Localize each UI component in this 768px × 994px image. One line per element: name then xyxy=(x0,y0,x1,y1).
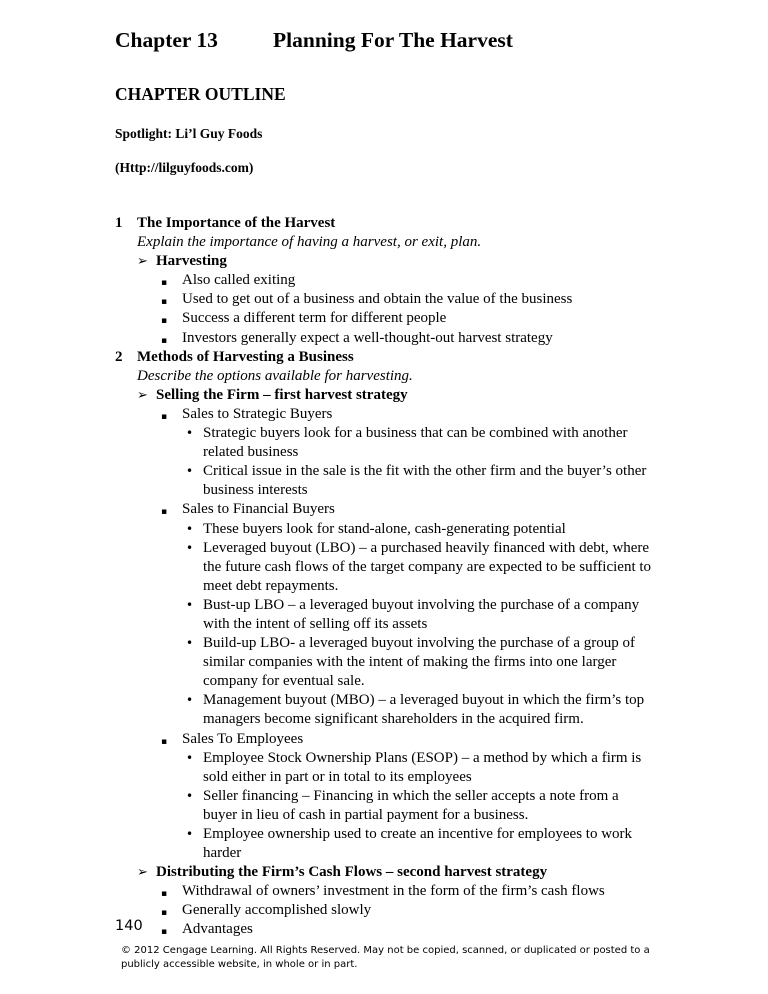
outline-text: with the intent of selling off its assets xyxy=(203,615,428,632)
outline-line xyxy=(0,252,768,271)
bullet-icon: • xyxy=(186,426,194,441)
outline-line xyxy=(0,596,768,615)
outline-line xyxy=(0,844,768,863)
outline-text: Leveraged buyout (LBO) – a purchased heavily financed with debt, where xyxy=(203,539,650,556)
outline-line xyxy=(0,329,768,348)
outline-text: harder xyxy=(203,845,242,862)
outline-line xyxy=(0,710,768,729)
outline-text: the future cash flows of the target company are expected to be sufficient to xyxy=(203,558,652,575)
outline-text: company for eventual sale. xyxy=(203,673,365,690)
outline-line xyxy=(0,481,768,500)
bullet-icon: • xyxy=(186,788,194,803)
chapter-number: Chapter 13 xyxy=(115,28,218,52)
outline-line xyxy=(0,653,768,672)
outline-line xyxy=(0,443,768,462)
outline-text: Selling the Firm – first harvest strategy xyxy=(156,386,408,403)
outline-text: similar companies with the intent of making the firms into one larger xyxy=(203,654,617,671)
outline-text: Build-up LBO- a leveraged buyout involving the purchase of a group of xyxy=(203,635,635,652)
section-number: 1 xyxy=(115,215,123,231)
outline-line xyxy=(0,730,768,749)
outline-text: Seller financing – Financing in which the seller accepts a note from a xyxy=(203,787,619,804)
outline-text: Methods of Harvesting a Business xyxy=(137,348,354,365)
bullet-icon: ▪ xyxy=(161,278,168,289)
outline-text: Explain the importance of having a harvest, or exit, plan. xyxy=(137,234,482,251)
outline-text: meet debt repayments. xyxy=(203,577,339,594)
bullet-icon: ➢ xyxy=(137,254,148,270)
outline-text: Strategic buyers look for a business that can be combined with another xyxy=(203,425,628,442)
chapter-outline xyxy=(0,214,768,940)
outline-heading: CHAPTER OUTLINE xyxy=(115,84,286,104)
outline-text: Generally accomplished slowly xyxy=(182,902,372,919)
outline-line xyxy=(0,634,768,653)
outline-text: Investors generally expect a well-thought-out harvest strategy xyxy=(182,329,553,346)
bullet-icon: • xyxy=(186,464,194,479)
chapter-title: Planning For The Harvest xyxy=(273,28,513,52)
outline-text: Bust-up LBO – a leveraged buyout involving the purchase of a company xyxy=(203,596,640,613)
outline-text: managers become significant shareholders in the acquired firm. xyxy=(203,711,584,728)
bullet-icon: ▪ xyxy=(161,908,168,919)
outline-text: Withdrawal of owners’ investment in the form of the firm’s cash flows xyxy=(182,883,605,900)
bullet-icon: • xyxy=(186,827,194,841)
outline-line xyxy=(0,825,768,844)
outline-text: Distributing the Firm’s Cash Flows – second harvest strategy xyxy=(156,864,548,881)
copyright-footer: © 2012 Cengage Learning. All Rights Reserved. May not be copied, scanned, or duplicated or posted to a publicly accessible website, in whole or in part. xyxy=(121,945,650,970)
outline-line xyxy=(0,787,768,806)
outline-line xyxy=(0,348,768,367)
outline-text: Success a different term for different people xyxy=(182,310,447,327)
bullet-icon: ▪ xyxy=(161,297,168,308)
bullet-icon: ▪ xyxy=(161,335,168,346)
outline-line xyxy=(0,749,768,768)
outline-line xyxy=(0,520,768,539)
outline-line xyxy=(0,290,768,309)
bullet-icon: ▪ xyxy=(161,411,168,422)
bullet-icon: ➢ xyxy=(137,865,148,881)
bullet-icon: • xyxy=(186,693,194,708)
outline-text: Employee ownership used to create an incentive for employees to work xyxy=(203,826,633,842)
bullet-icon: • xyxy=(186,636,194,651)
outline-line xyxy=(0,768,768,787)
outline-text: Harvesting xyxy=(156,253,227,270)
outline-line xyxy=(0,500,768,519)
bullet-icon: • xyxy=(186,750,194,765)
outline-line xyxy=(0,462,768,481)
outline-line xyxy=(0,233,768,252)
outline-line xyxy=(0,558,768,577)
outline-text: sold either in part or in total to its employees xyxy=(203,768,472,785)
outline-line xyxy=(0,367,768,386)
bullet-icon: ▪ xyxy=(161,889,168,900)
outline-text: Sales To Employees xyxy=(182,730,304,747)
bullet-icon: ▪ xyxy=(161,927,168,938)
outline-text: related business xyxy=(203,444,299,461)
section-number: 2 xyxy=(115,348,123,365)
outline-text: Advantages xyxy=(182,921,253,938)
spotlight-heading: Spotlight: Li’l Guy Foods xyxy=(115,126,263,141)
outline-line xyxy=(0,424,768,443)
page-number: 140 xyxy=(115,918,143,934)
outline-text: Used to get out of a business and obtain the value of the business xyxy=(182,291,573,308)
bullet-icon: • xyxy=(186,597,194,612)
outline-text: Sales to Financial Buyers xyxy=(182,501,335,518)
bullet-icon: • xyxy=(186,540,194,555)
bullet-icon: ▪ xyxy=(161,316,168,327)
outline-line xyxy=(0,386,768,405)
outline-line xyxy=(0,539,768,558)
bullet-icon: • xyxy=(186,521,194,536)
bullet-icon: ▪ xyxy=(161,736,168,747)
outline-line xyxy=(0,615,768,634)
outline-line xyxy=(0,271,768,290)
outline-line xyxy=(0,577,768,596)
outline-text: Describe the options available for harvesting. xyxy=(137,367,413,384)
bullet-icon: ▪ xyxy=(161,507,168,518)
outline-text: Employee Stock Ownership Plans (ESOP) – a method by which a firm is xyxy=(203,749,642,766)
outline-line xyxy=(0,863,768,882)
outline-text: Critical issue in the sale is the fit with the other firm and the buyer’s other xyxy=(203,463,647,480)
outline-text: These buyers look for stand-alone, cash-generating potential xyxy=(203,520,566,537)
outline-line xyxy=(0,405,768,424)
outline-text: Sales to Strategic Buyers xyxy=(182,405,333,422)
outline-text: The Importance of the Harvest xyxy=(137,215,336,231)
outline-line xyxy=(0,672,768,691)
outline-line xyxy=(0,691,768,710)
outline-line xyxy=(0,309,768,328)
outline-line xyxy=(0,214,768,233)
outline-text: Management buyout (MBO) – a leveraged buyout in which the firm’s top xyxy=(203,692,645,709)
outline-text: business interests xyxy=(203,482,308,499)
spotlight-url: (Http://lilguyfoods.com) xyxy=(115,160,254,175)
outline-line xyxy=(0,806,768,825)
bullet-icon: ➢ xyxy=(137,387,148,403)
outline-text: buyer in lieu of cash in partial payment for a business. xyxy=(203,806,529,823)
outline-text: Also called exiting xyxy=(182,272,296,289)
outline-line xyxy=(0,882,768,901)
